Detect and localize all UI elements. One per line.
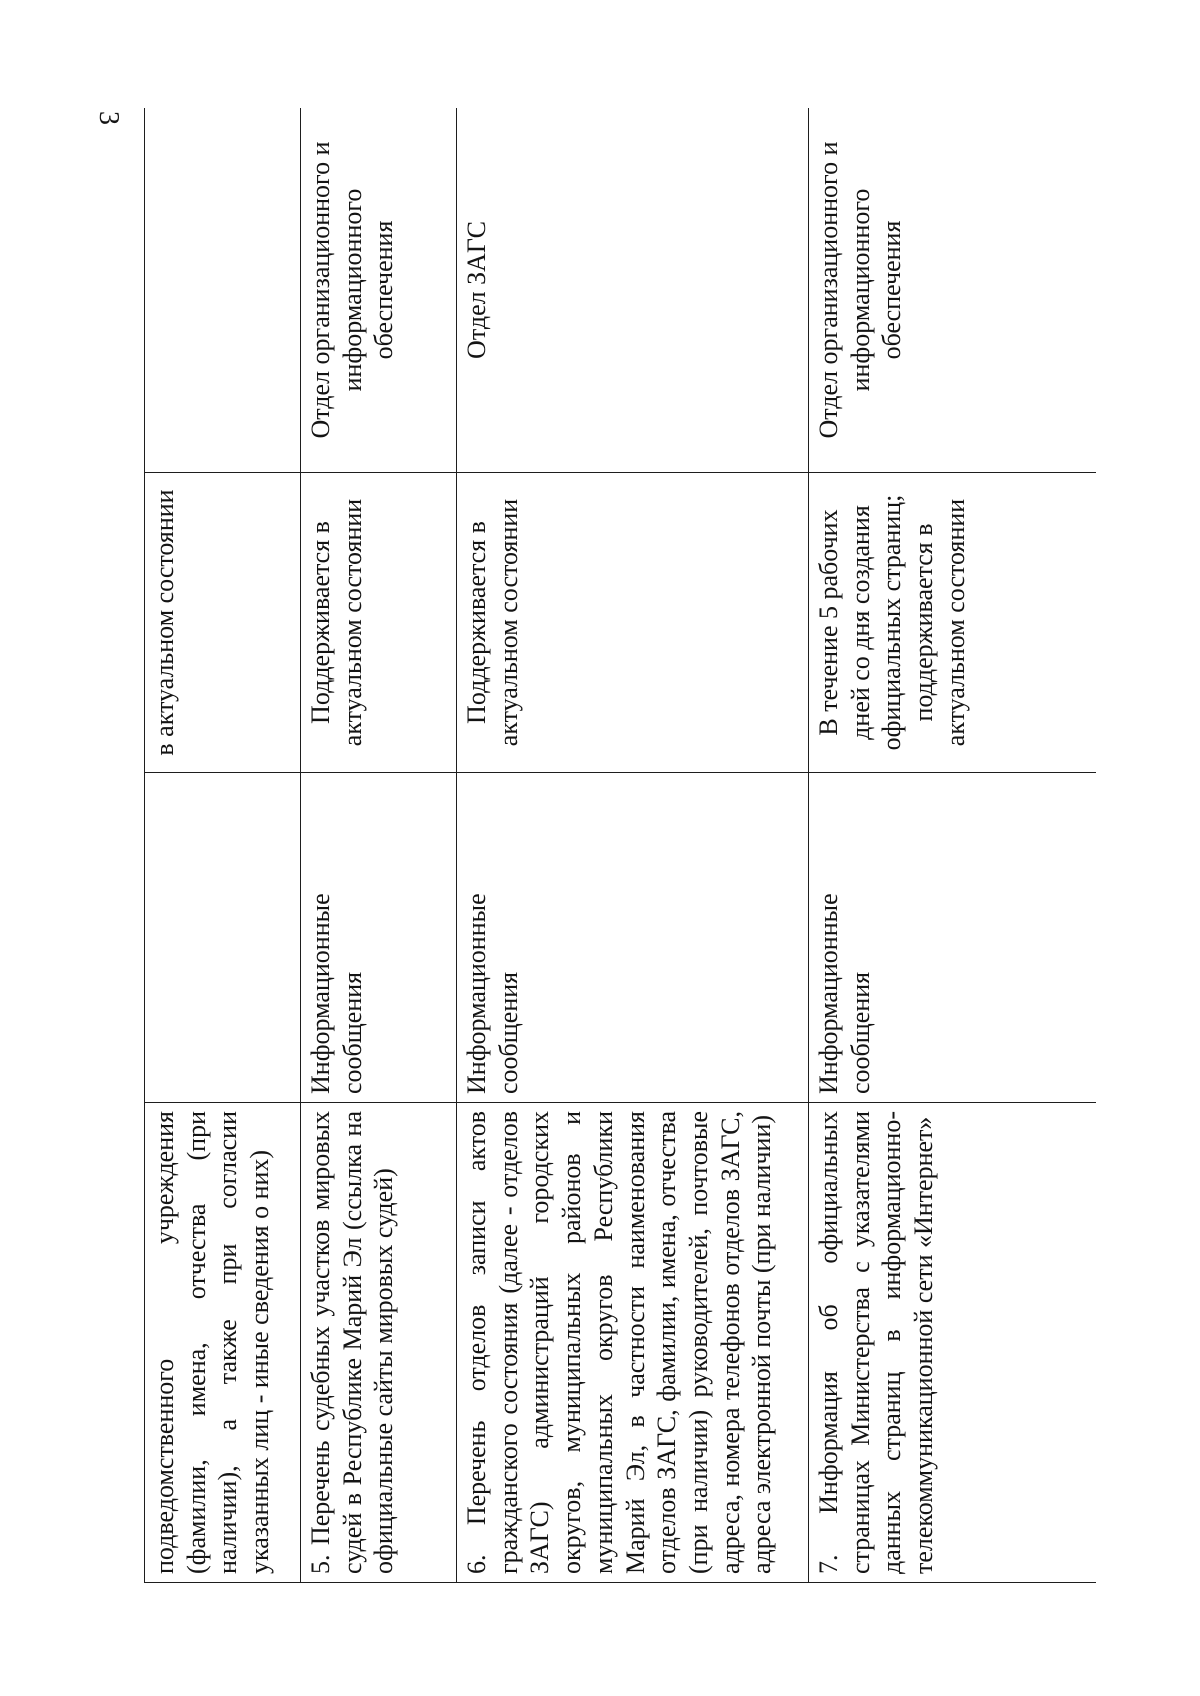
item-cell: подведомственного учреждения (фамилии, имена, отчества (при наличии), а также при согласии указанных лиц - иные сведения о них)	[145, 1103, 301, 1583]
form-cell	[145, 773, 301, 1103]
page-number: 3	[93, 111, 124, 125]
table-row	[145, 108, 301, 1583]
item-cell: 5. Перечень судебных участков мировых судей в Республике Марий Эл (ссылка на официальные сайты мировых судей)	[301, 1103, 457, 1583]
form-cell: Информационные сообщения	[301, 773, 457, 1103]
period-cell: В течение 5 рабочих дней со дня создания официальных страниц; поддерживается в актуальном состоянии	[809, 473, 1097, 773]
responsible-cell	[145, 108, 301, 473]
period-cell: Поддерживается в актуальном состоянии	[457, 473, 809, 773]
item-cell: 6. Перечень отделов записи актов гражданского состояния (далее - отделов ЗАГС) администраций городских округов, муниципальных районов и муниципальных округов Республики Марий Эл, в частности наименования отделов ЗАГС, фамилии, имена, отчества (при наличии) руководителей, почтовые адреса, номера телефонов отделов ЗАГС, адреса электронной почты (при наличии)	[457, 1103, 809, 1583]
table-row	[809, 108, 1097, 1583]
document-table-frame	[144, 108, 1096, 1583]
responsible-cell: Отдел ЗАГС	[457, 108, 809, 473]
form-cell: Информационные сообщения	[809, 773, 1097, 1103]
form-cell: Информационные сообщения	[457, 773, 809, 1103]
information-table	[144, 108, 1096, 1583]
period-cell: в актуальном состоянии	[145, 473, 301, 773]
responsible-cell: Отдел организационного и информационного обеспечения	[809, 108, 1097, 473]
table-row	[457, 108, 809, 1583]
table-row	[301, 108, 457, 1583]
responsible-cell: Отдел организационного и информационного обеспечения	[301, 108, 457, 473]
period-cell: Поддерживается в актуальном состоянии	[301, 473, 457, 773]
item-cell: 7. Информация об официальных страницах Министерства с указателями данных страниц в информационно-телекоммуникационной сети «Интернет»	[809, 1103, 1097, 1583]
